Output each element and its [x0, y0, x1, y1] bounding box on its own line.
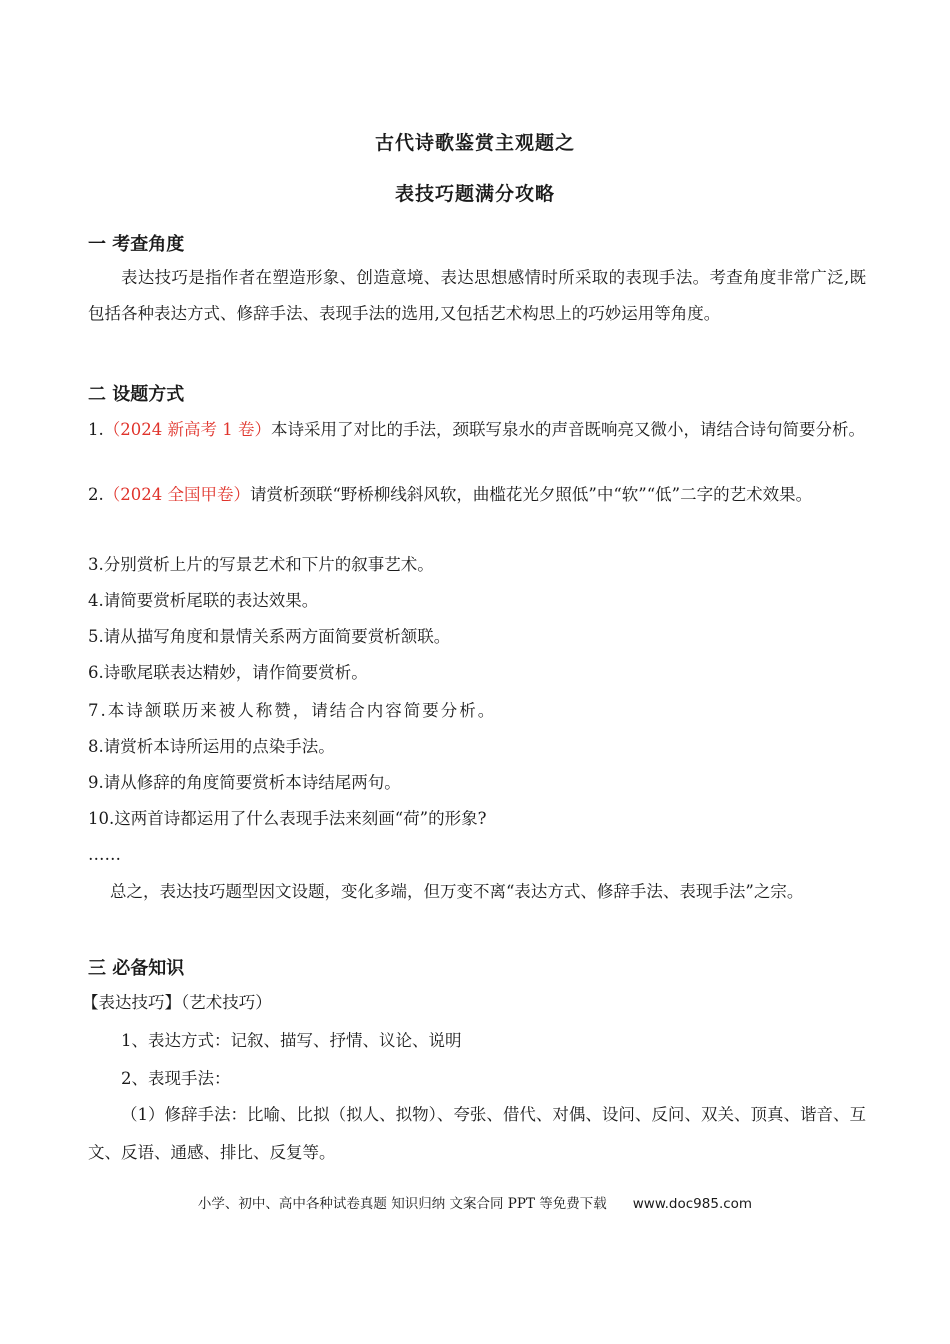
knowledge-item-rhetoric: （1）修辞手法：比喻、比拟（拟人、拟物）、夸张、借代、对偶、设问、反问、双关、顶真、谐音、互文、反语、通感、排比、反复等。 [88, 1105, 866, 1162]
question-num: 4. [88, 591, 104, 610]
question-num: 1. [88, 420, 104, 439]
question-item [88, 769, 878, 796]
knowledge-item-techniques: 2、表现手法： [121, 1069, 231, 1088]
section2-summary: 总之，表达技巧题型因文设题，变化多端，但万变不离“表达方式、修辞手法、表现手法”之宗。 [110, 882, 804, 901]
knowledge-item-expression: 1、表达方式：记叙、描写、抒情、议论、说明 [121, 1031, 462, 1050]
question-num: 8. [88, 737, 104, 756]
question-text: 诗歌尾联表达精妙，请作简要赏析。 [103, 663, 368, 682]
question-item [88, 697, 878, 724]
question-text: 请赏析颈联“野桥柳线斜风软，曲槛花光夕照低”中“软”“低”二字的艺术效果。 [250, 485, 813, 504]
section2-heading: 二 设题方式 [88, 384, 185, 405]
question-num: 5. [88, 627, 104, 646]
question-text: 这两首诗都运用了什么表现手法来刻画“荷”的形象? [114, 809, 487, 828]
question-item [88, 805, 878, 832]
question-item [88, 551, 878, 578]
footer-url[interactable]: www.doc985.com [632, 1196, 753, 1212]
doc-title-line2: 表技巧题满分攻略 [394, 183, 555, 205]
section1-heading: 一 考查角度 [88, 234, 185, 255]
question-text: 请赏析本诗所运用的点染手法。 [103, 737, 335, 756]
question-num: 9. [88, 773, 104, 792]
question-num: 10. [88, 809, 115, 828]
doc-title-line1: 古代诗歌鉴赏主观题之 [374, 132, 575, 154]
question-item [88, 733, 878, 760]
question-num: 7. [88, 701, 108, 720]
question-item [88, 659, 878, 686]
question-source: （2024 新高考 1 卷） [103, 420, 271, 439]
question-text: 请从描写角度和景情关系两方面简要赏析颔联。 [103, 627, 451, 646]
question-text: 请简要赏析尾联的表达效果。 [103, 591, 319, 610]
knowledge-subtitle: 【表达技巧】（艺术技巧） [82, 993, 272, 1012]
footer-text: 小学、初中、高中各种试卷真题 知识归纳 文案合同 PPT 等免费下载 [197, 1196, 607, 1212]
question-text: 本诗颔联历来被人称赞，请结合内容简要分析。 [107, 701, 497, 720]
question-item [88, 417, 866, 443]
section1-body: 表达技巧是指作者在塑造形象、创造意境、表达思想感情时所采取的表现手法。考查角度非常广泛,既包括各种表达方式、修辞手法、表现手法的选用,又包括艺术构思上的巧妙运用等角度。 [88, 268, 866, 323]
question-num: 6. [88, 663, 104, 682]
question-source: （2024 全国甲卷） [103, 485, 250, 504]
question-item [88, 587, 878, 614]
question-num: 2. [88, 485, 104, 504]
page-footer [0, 1192, 950, 1212]
question-item [88, 477, 866, 513]
section3-heading: 三 必备知识 [88, 958, 185, 979]
question-text: 请从修辞的角度简要赏析本诗结尾两句。 [103, 773, 401, 792]
question-text: 本诗采用了对比的手法，颈联写泉水的声音既响亮又微小，请结合诗句简要分析。 [270, 420, 865, 439]
ellipsis: …… [88, 845, 121, 864]
question-num: 3. [88, 555, 104, 574]
question-item [88, 623, 878, 650]
question-text: 分别赏析上片的写景艺术和下片的叙事艺术。 [103, 555, 434, 574]
